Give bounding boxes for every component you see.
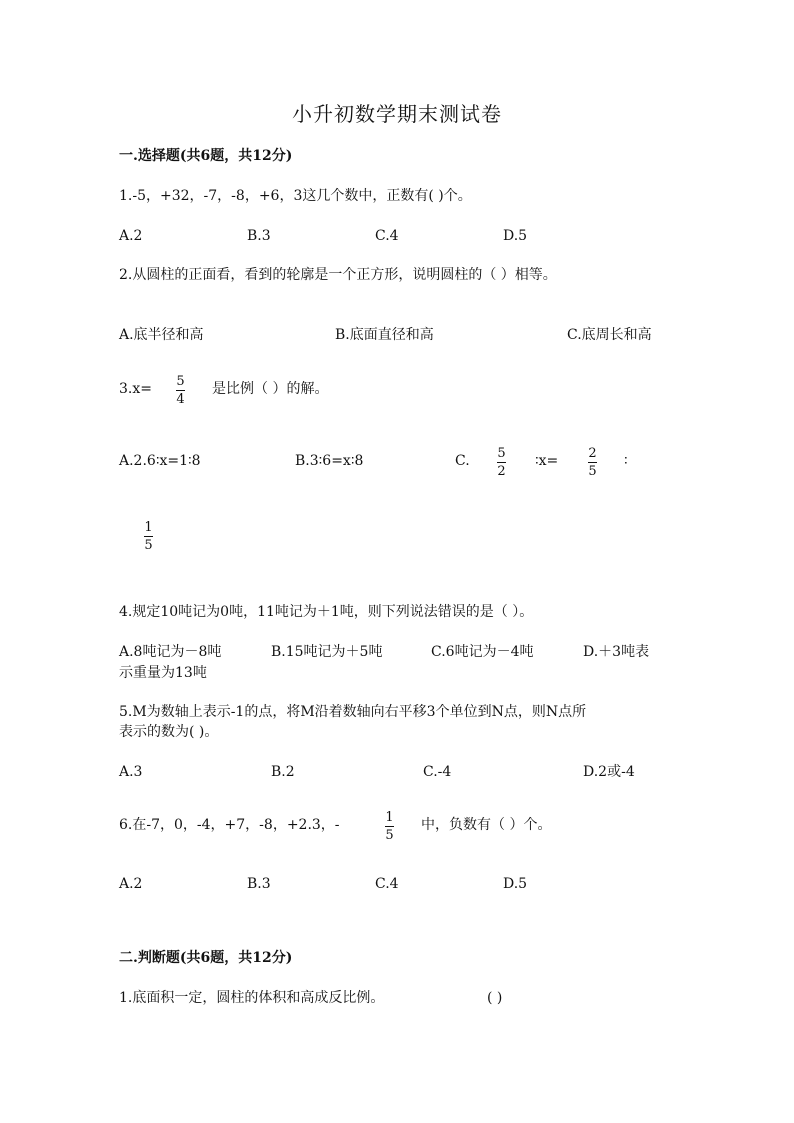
fraction-numerator: 1 [385, 810, 394, 825]
fraction-numerator: 5 [497, 446, 506, 461]
fraction-bar [497, 462, 506, 463]
question-4-option-a: A.8吨记为－8吨 [119, 644, 222, 660]
question-2-option-b: B.底面直径和高 [335, 327, 434, 343]
question-1-option-b: B.3 [247, 228, 271, 244]
page-title: 小升初数学期末测试卷 [292, 102, 502, 126]
question-3-stem-post: 是比例（ ）的解。 [212, 381, 329, 397]
fraction-bar [176, 390, 185, 391]
question-4-stem: 4.规定10吨记为0吨，11吨记为＋1吨，则下列说法错误的是（ ）。 [119, 604, 534, 620]
question-2-option-a: A.底半径和高 [119, 327, 204, 343]
question-6-option-a: A.2 [119, 876, 143, 892]
question-1-option-a: A.2 [119, 228, 143, 244]
question-6-option-c: C.4 [375, 876, 399, 892]
fraction-denominator: 5 [144, 538, 153, 553]
question-3-option-c-fraction-2 [588, 446, 597, 479]
question-5-option-a: A.3 [119, 764, 143, 780]
question-6-option-d: D.5 [503, 876, 528, 892]
question-3-fraction [176, 374, 185, 407]
question-5-stem-line-1: 5.M为数轴上表示-1的点，将M沿着数轴向右平移3个单位到N点，则N点所 [119, 704, 587, 720]
question-3-option-a: A.2.6∶x=1∶8 [119, 453, 201, 469]
question-6-stem-pre: 6.在-7，0，-4，+7，-8，+2.3，- [119, 817, 340, 833]
judgment-question-1-stem: 1.底面积一定，圆柱的体积和高成反比例。 [119, 990, 385, 1006]
question-5-option-c: C.-4 [423, 764, 452, 780]
question-4-option-b: B.15吨记为＋5吨 [271, 644, 383, 660]
question-3-option-c-fraction-3 [144, 520, 153, 553]
question-5-option-b: B.2 [271, 764, 295, 780]
question-3-option-c-label: C. [455, 453, 470, 469]
fraction-denominator: 4 [176, 392, 185, 407]
question-6-fraction [385, 810, 394, 843]
question-4-option-d-continued: 示重量为13吨 [119, 665, 207, 681]
question-6-stem-post: 中，负数有（ ）个。 [421, 817, 552, 833]
fraction-bar [144, 536, 153, 537]
fraction-numerator: 5 [176, 374, 185, 389]
question-2-stem: 2.从圆柱的正面看，看到的轮廓是一个正方形，说明圆柱的（ ）相等。 [119, 267, 557, 283]
question-3-option-c-colon: ∶ [624, 453, 628, 469]
question-1-option-d: D.5 [503, 228, 528, 244]
fraction-bar [588, 462, 597, 463]
fraction-bar [385, 826, 394, 827]
question-1-stem: 1.-5，+32，-7，-8，+6，3这几个数中，正数有( )个。 [119, 188, 472, 204]
section-heading-choice: 一.选择题(共6题，共12分) [119, 148, 293, 164]
question-1-option-c: C.4 [375, 228, 399, 244]
judgment-question-1-blank: ( ) [487, 990, 503, 1006]
question-5-stem-line-2: 表示的数为( )。 [119, 724, 219, 740]
fraction-denominator: 2 [497, 464, 506, 479]
fraction-numerator: 2 [588, 446, 597, 461]
question-3-option-b: B.3∶6=x∶8 [295, 453, 364, 469]
question-4-option-c: C.6吨记为－4吨 [431, 644, 534, 660]
question-3-option-c-fraction-1 [497, 446, 506, 479]
question-5-option-d: D.2或-4 [583, 764, 635, 780]
question-2-option-c: C.底周长和高 [567, 327, 652, 343]
question-4-option-d: D.＋3吨表 [583, 644, 650, 660]
question-6-option-b: B.3 [247, 876, 271, 892]
question-3-stem-pre: 3.x= [119, 381, 152, 397]
question-3-option-c-mid: ∶x= [535, 453, 559, 469]
section-heading-judgment: 二.判断题(共6题，共12分) [119, 950, 293, 966]
fraction-numerator: 1 [144, 520, 153, 535]
fraction-denominator: 5 [385, 828, 394, 843]
fraction-denominator: 5 [588, 464, 597, 479]
